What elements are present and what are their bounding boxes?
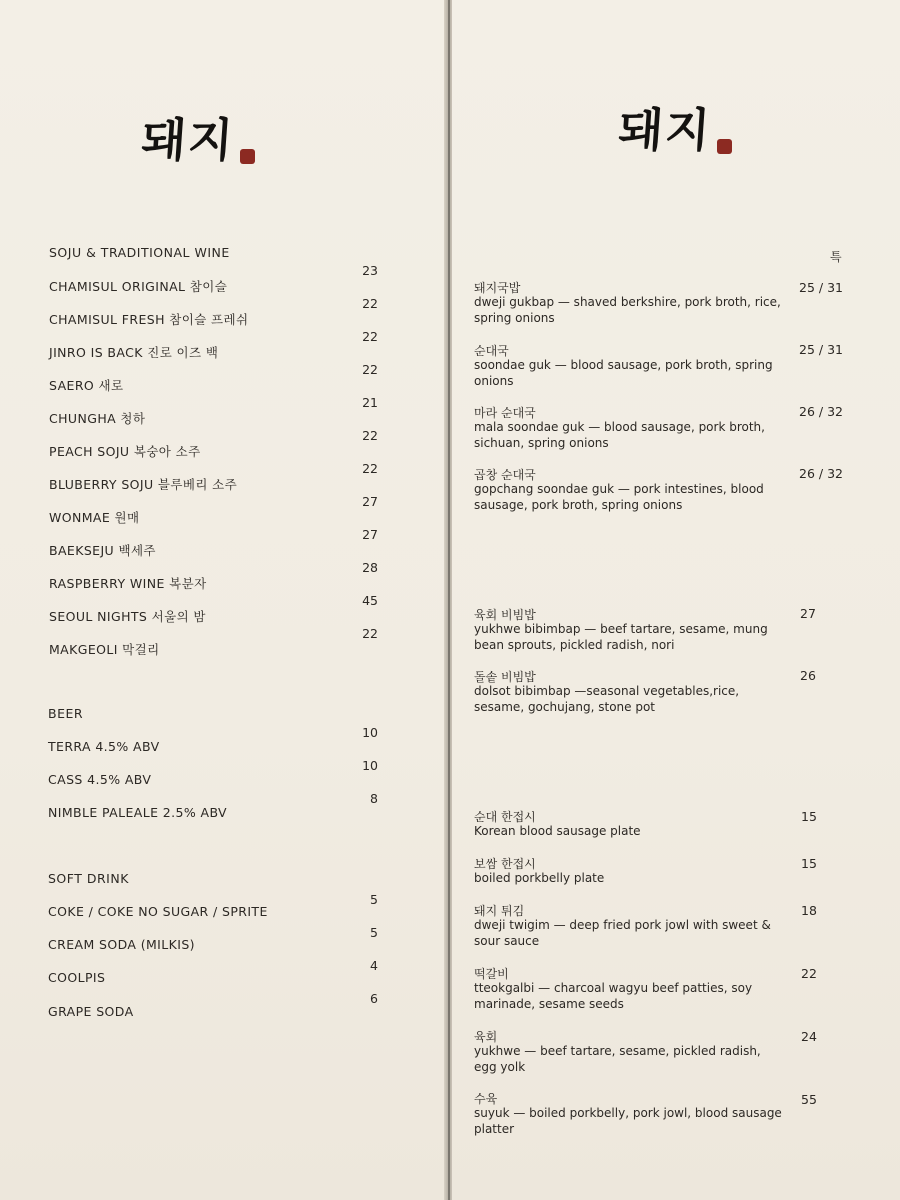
dish-korean-name: 곱창 순대국 [474, 468, 536, 482]
menu-item-price: 28 [362, 560, 378, 575]
dish-description: dweji twigim — deep fried pork jowl with sweet & sour sauce [474, 918, 771, 948]
dish-description: dweji gukbap — shaved berkshire, pork broth, rice, spring onions [474, 295, 781, 325]
left-menu-page [0, 0, 446, 1200]
dish-price: 27 [800, 606, 816, 621]
right-menu-page [452, 0, 900, 1200]
menu-item-name: WONMAE 원매 [49, 510, 140, 525]
menu-item-price: 27 [362, 527, 378, 542]
dish-price: 55 [801, 1092, 817, 1107]
menu-item-price: 45 [362, 593, 378, 608]
menu-item-price: 27 [362, 494, 378, 509]
menu-item-price: 23 [362, 263, 378, 278]
dish-korean-name: 육회 비빔밥 [474, 608, 536, 622]
dish-description: boiled porkbelly plate [474, 871, 605, 885]
menu-item-name: CHAMISUL FRESH 참이슬 프레쉬 [49, 312, 249, 327]
menu-item-price: 22 [362, 329, 378, 344]
menu-item-name: PEACH SOJU 복숭아 소주 [49, 444, 201, 459]
menu-item-name: BLUBERRY SOJU 블루베리 소주 [49, 477, 238, 492]
menu-item-price: 22 [362, 461, 378, 476]
menu-item-price: 8 [370, 791, 378, 806]
red-seal-stamp [717, 139, 732, 154]
dish-description: Korean blood sausage plate [474, 824, 641, 838]
menu-item-name: COKE / COKE NO SUGAR / SPRITE [48, 904, 268, 919]
dish-description: gopchang soondae guk — pork intestines, blood sausage, pork broth, spring onions [474, 482, 764, 512]
menu-item-price: 5 [370, 892, 378, 907]
menu-item-price: 6 [370, 991, 378, 1006]
section-title-soft-drink: SOFT DRINK [48, 871, 129, 886]
menu-item-name: SAERO 새로 [49, 378, 124, 393]
dish-korean-name: 보쌈 한접시 [474, 857, 536, 871]
menu-item-price: 21 [362, 395, 378, 410]
red-seal-stamp [240, 149, 255, 164]
dish-price: 26 / 32 [799, 466, 843, 481]
menu-item-name: TERRA 4.5% ABV [48, 739, 160, 754]
dish-description: yukhwe bibimbap — beef tartare, sesame, mung bean sprouts, pickled radish, nori [474, 622, 768, 652]
large-size-label: 특 [830, 250, 842, 264]
section-title-beer: BEER [48, 706, 84, 721]
menu-item-price: 22 [362, 626, 378, 641]
dish-description: mala soondae guk — blood sausage, pork broth, sichuan, spring onions [474, 420, 765, 450]
menu-item-name: RASPBERRY WINE 복분자 [49, 576, 207, 591]
dish-price: 18 [801, 903, 817, 918]
menu-item-name: MAKGEOLI 막걸리 [49, 642, 160, 657]
dish-price: 26 / 32 [799, 404, 843, 419]
dish-description: dolsot bibimbap —seasonal vegetables,rice, sesame, gochujang, stone pot [474, 684, 740, 714]
menu-item-name: BAEKSEJU 백세주 [49, 543, 156, 558]
menu-item-price: 4 [370, 958, 378, 973]
menu-item-name: CHUNGHA 청하 [49, 411, 146, 426]
dish-korean-name: 돼지국밥 [474, 281, 521, 295]
dish-korean-name: 돼지 튀김 [474, 904, 525, 918]
menu-item-name: CREAM SODA (MILKIS) [48, 937, 195, 952]
dish-price: 22 [801, 966, 817, 981]
dish-korean-name: 수육 [474, 1092, 498, 1106]
dish-price: 25 / 31 [799, 342, 843, 357]
menu-item-name: COOLPIS [48, 970, 106, 985]
dish-description: soondae guk — blood sausage, pork broth, spring onions [474, 358, 773, 388]
menu-item-name: NIMBLE PALEALE 2.5% ABV [48, 805, 227, 820]
restaurant-logo [616, 94, 714, 160]
dish-korean-name: 떡갈비 [474, 967, 509, 981]
restaurant-logo [139, 104, 237, 170]
dish-korean-name: 돌솥 비빔밥 [474, 670, 536, 684]
dish-price: 15 [801, 809, 817, 824]
dish-korean-name: 순대 한접시 [474, 810, 536, 824]
menu-item-price: 10 [362, 725, 378, 740]
dish-description: suyuk — boiled porkbelly, pork jowl, blood sausage platter [474, 1106, 782, 1136]
dish-description: tteokgalbi — charcoal wagyu beef patties, soy marinade, sesame seeds [474, 981, 753, 1011]
dish-korean-name: 마라 순대국 [474, 406, 536, 420]
menu-item-price: 5 [370, 925, 378, 940]
menu-item-name: CASS 4.5% ABV [48, 772, 152, 787]
menu-item-price: 22 [362, 296, 378, 311]
logo-text: 돼지 [139, 113, 237, 167]
dish-price: 15 [801, 856, 817, 871]
dish-description: yukhwe — beef tartare, sesame, pickled radish, egg yolk [474, 1044, 761, 1074]
menu-item-price: 10 [362, 758, 378, 773]
menu-item-price: 22 [362, 428, 378, 443]
dish-price: 26 [800, 668, 816, 683]
menu-item-price: 22 [362, 362, 378, 377]
dish-price: 25 / 31 [799, 280, 843, 295]
dish-price: 24 [801, 1029, 817, 1044]
dish-korean-name: 순대국 [474, 344, 509, 358]
menu-item-name: GRAPE SODA [48, 1004, 134, 1019]
menu-item-name: JINRO IS BACK 진로 이즈 백 [49, 345, 219, 360]
logo-text: 돼지 [616, 103, 714, 157]
menu-item-name: CHAMISUL ORIGINAL 참이슬 [49, 279, 228, 294]
menu-item-name: SEOUL NIGHTS 서울의 밤 [49, 609, 206, 624]
dish-korean-name: 육회 [474, 1030, 498, 1044]
section-title-soju: SOJU & TRADITIONAL WINE [49, 245, 230, 260]
